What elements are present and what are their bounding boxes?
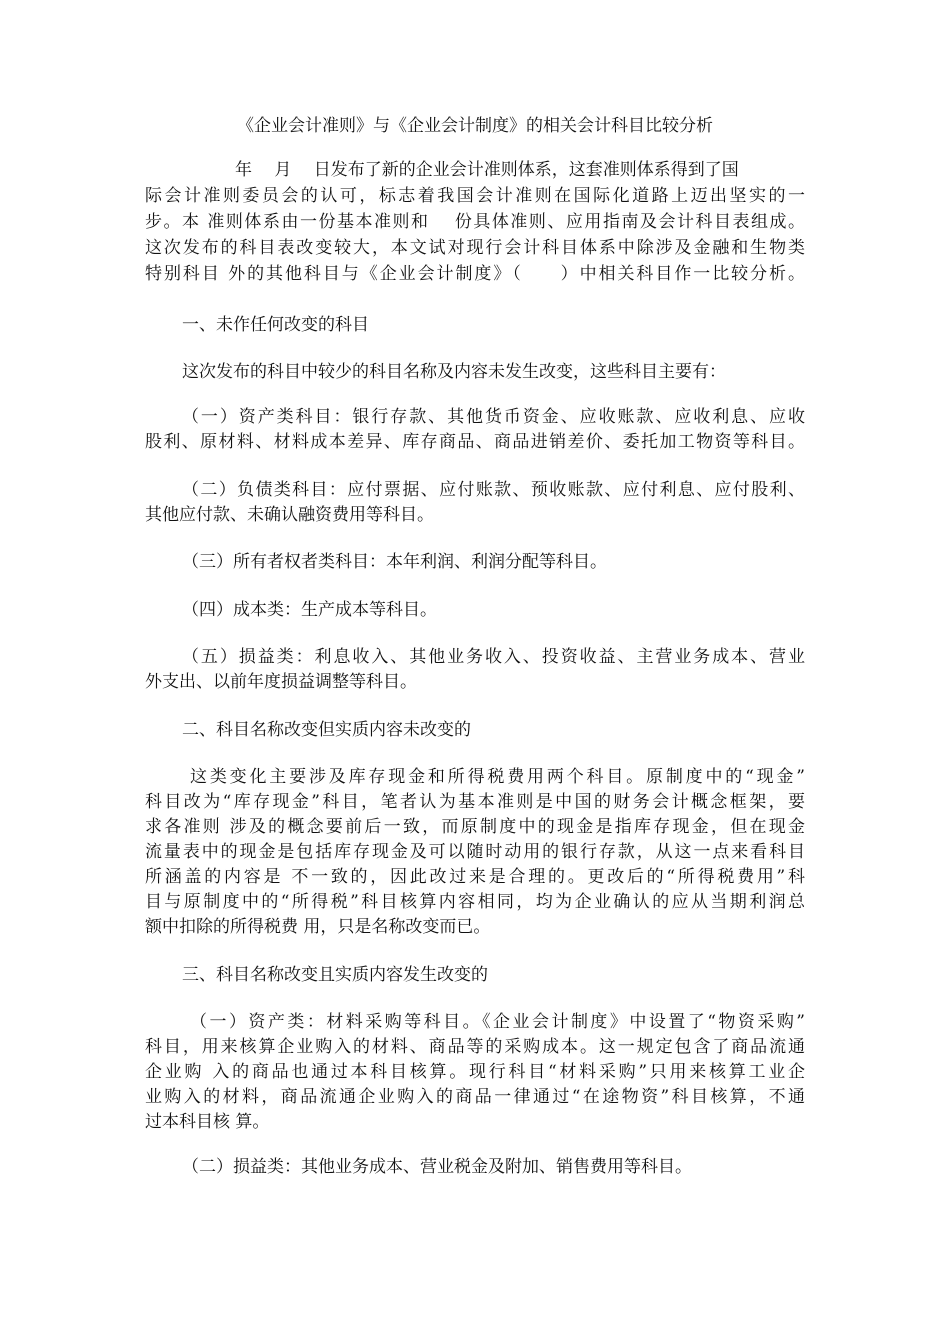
intro-line: 这次发布的科目表改变较大，本文试对现行会计科目体系中除涉及金融和生物类 [145, 238, 805, 258]
section1-lead: 这次发布的科目中较少的科目名称及内容未发生改变，这些科目主要有： [182, 362, 726, 382]
list-item-line: （五）损益类：利息收入、其他业务收入、投资收益、主营业务成本、营业 [182, 647, 805, 667]
intro-line: 特别科目 外的其他科目与《企业会计制度》（ ）中相关科目作一比较分析。 [145, 264, 805, 284]
list-item-line: 外支出、以前年度损益调整等科目。 [145, 672, 417, 692]
intro-line: 年 月 日发布了新的企业会计准则体系，这套准则体系得到了国 [235, 160, 739, 180]
list-item-line: （四）成本类：生产成本等科目。 [182, 600, 437, 620]
section3-line: 科目，用来核算企业购入的材料、商品等的采购成本。这一规定包含了商品流通 [145, 1037, 805, 1057]
section2-line: 这类变化主要涉及库存现金和所得税费用两个科目。原制度中的“现金” [190, 767, 805, 787]
section3-line: 业购入的材料，商品流通企业购入的商品一律通过“在途物资”科目核算，不通 [145, 1087, 805, 1107]
list-item-line: 股利、原材料、材料成本差异、库存商品、商品进销差价、委托加工物资等科目。 [145, 432, 805, 452]
section2-line: 求各准则 涉及的概念要前后一致，而原制度中的现金是指库存现金，但在现金 [145, 817, 805, 837]
section2-line: 流量表中的现金是包括库存现金及可以随时动用的银行存款，从这一点来看科目 [145, 842, 805, 862]
list-item-line: （二）负债类科目：应付票据、应付账款、预收账款、应付利息、应付股利、 [182, 480, 805, 500]
section3-line: 企业购 入的商品也通过本科目核算。现行科目“材料采购”只用来核算工业企 [145, 1062, 805, 1082]
list-item-line: （三）所有者权者类科目：本年利润、利润分配等科目。 [182, 552, 607, 572]
section2-line: 所涵盖的内容是 不一致的，因此改过来是合理的。更改后的“所得税费用”科 [145, 867, 805, 887]
section-heading-3: 三、科目名称改变且实质内容发生改变的 [182, 965, 488, 985]
section2-line: 科目改为“库存现金”科目，笔者认为基本准则是中国的财务会计概念框架，要 [145, 792, 805, 812]
section-heading-1: 一、未作任何改变的科目 [182, 315, 369, 335]
document-title: 《企业会计准则》与《企业会计制度》的相关会计科目比较分析 [237, 116, 713, 136]
section3-line: 过本科目核 算。 [145, 1112, 270, 1132]
section3-line: （一）资产类：材料采购等科目。《企业会计制度》中设置了“物资采购” [190, 1012, 805, 1032]
list-item-line: 其他应付款、未确认融资费用等科目。 [145, 505, 434, 525]
list-item-line: （一）资产类科目：银行存款、其他货币资金、应收账款、应收利息、应收 [182, 407, 805, 427]
section3-item2: （二）损益类：其他业务成本、营业税金及附加、销售费用等科目。 [182, 1157, 692, 1177]
section2-line: 额中扣除的所得税费 用，只是名称改变而已。 [145, 917, 491, 937]
section-heading-2: 二、科目名称改变但实质内容未改变的 [182, 720, 471, 740]
intro-line: 步。本 准则体系由一份基本准则和 份具体准则、应用指南及会计科目表组成。 [145, 212, 805, 232]
intro-line: 际会计准则委员会的认可，标志着我国会计准则在国际化道路上迈出坚实的一 [145, 186, 805, 206]
section2-line: 目与原制度中的“所得税”科目核算内容相同，均为企业确认的应从当期利润总 [145, 892, 805, 912]
